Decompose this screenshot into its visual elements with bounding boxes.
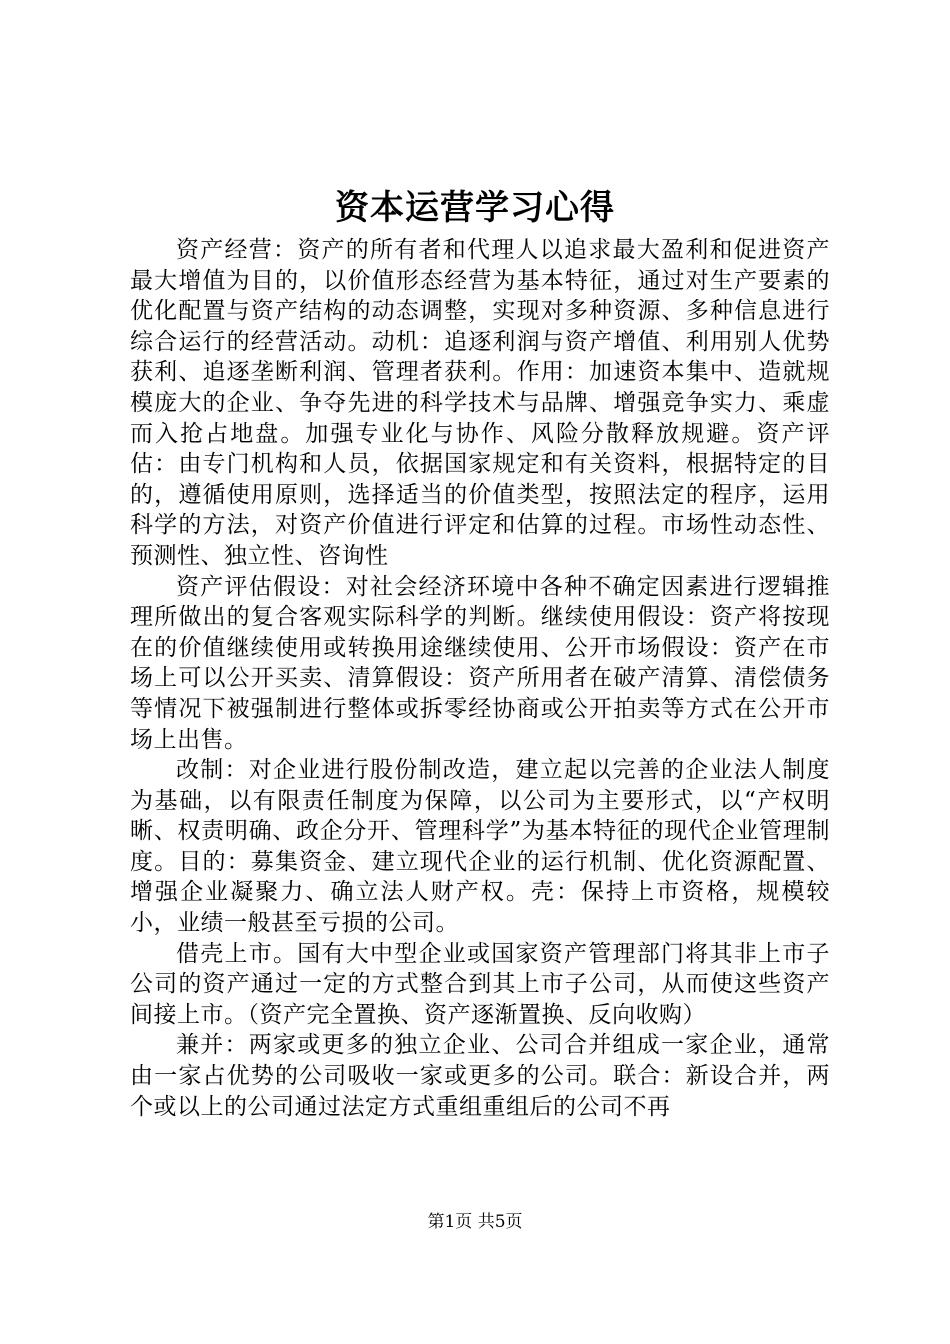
paragraph-asset-operation: 资产经营：资产的所有者和代理人以追求最大盈利和促进资产最大增值为目的，以价值形态经营为基本特征，通过对生产要素的优化配置与资产结构的动态调整，实现对多种资源、多种信息进行综合运行的经营活动。动机：追逐利润与资产增值、利用别人优势获利、追逐垄断利润、管理者获利。作用：加速资本集中、造就规模庞大的企业、争夺先进的科学技术与品牌、增强竞争实力、乘虚而入抢占地盘。加强专业化与协作、风险分散释放规避。资产评估：由专门机构和人员，依据国家规定和有关资料，根据特定的目的，遵循使用原则，选择适当的价值类型，按照法定的程序，运用科学的方法，对资产价值进行评定和估算的过程。市场性动态性、预测性、独立性、咨询性	[130, 237, 830, 569]
paragraph-backdoor-listing: 借壳上市。国有大中型企业或国家资产管理部门将其非上市子公司的资产通过一定的方式整合到其上市子公司，从而使这些资产间接上市。（资产完全置换、资产逐渐置换、反向收购）	[130, 940, 830, 1028]
paragraph-asset-assessment-assumption: 资产评估假设：对社会经济环境中各种不确定因素进行逻辑推理所做出的复合客观实际科学的判断。继续使用假设：资产将按现在的价值继续使用或转换用途继续使用、公开市场假设：资产在市场上可以公开买卖、清算假设：资产所用者在破产清算、清偿债务等情况下被强制进行整体或拆零经协商或公开拍卖等方式在公开市场上出售。	[130, 573, 830, 753]
document-title: 资本运营学习心得	[335, 188, 615, 228]
document-body	[130, 235, 830, 1122]
paragraph-restructuring: 改制：对企业进行股份制改造，建立起以完善的企业法人制度为基础，以有限责任制度为保障，以公司为主要形式，以“产权明晰、权责明确、政企分开、管理科学”为基本特征的现代企业管理制度。目的：募集资金、建立现代企业的运行机制、优化资源配置、增强企业凝聚力、确立法人财产权。壳：保持上市资格，规模较小，业绩一般甚至亏损的公司。	[130, 757, 830, 937]
paragraph-merger: 兼并：两家或更多的独立企业、公司合并组成一家企业，通常由一家占优势的公司吸收一家或更多的公司。联合：新设合并，两个或以上的公司通过法定方式重组重组后的公司不再	[130, 1032, 830, 1120]
page-number-footer: 第1页 共5页	[427, 1212, 523, 1232]
